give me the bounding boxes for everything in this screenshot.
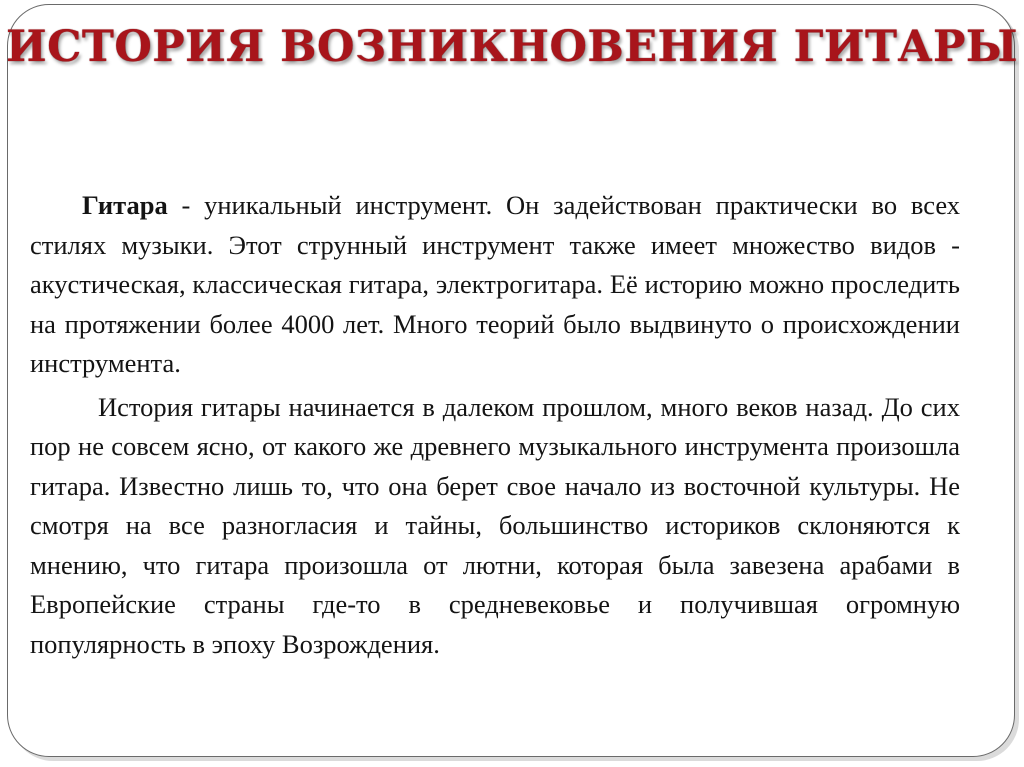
slide-title: ИСТОРИЯ ВОЗНИКНОВЕНИЯ ГИТАРЫ (5, 22, 1019, 72)
slide-body (30, 186, 960, 668)
paragraph-2: История гитары начинается в далеком прошлом, много веков назад. До сих пор не совсем ясно, от какого же древнего музыкального инструмента произошла гитара. Известно лишь то, что она берет свое начало из восточной культуры. Не смотря на все разногласия и тайны, большинство историков склоняются к мнению, что гитара произошла от лютни, которая была завезена арабами в Европейские страны где-то в средневековье и получившая огромную популярность в эпоху Возрождения. (30, 391, 960, 659)
paragraph-1 (30, 186, 960, 384)
paragraph-1-lead: Гитара (82, 190, 168, 220)
paragraph-1-text: - уникальный инструмент. Он задействован практически во всех стилях музыки. Этот струнный инструмент также имеет множество видов - акустическая, классическая гитара, электрогитара. Её историю можно проследить на протяжении более 4000 лет. Много теорий было выдвинуто о происхождении инструмента. (30, 190, 960, 378)
